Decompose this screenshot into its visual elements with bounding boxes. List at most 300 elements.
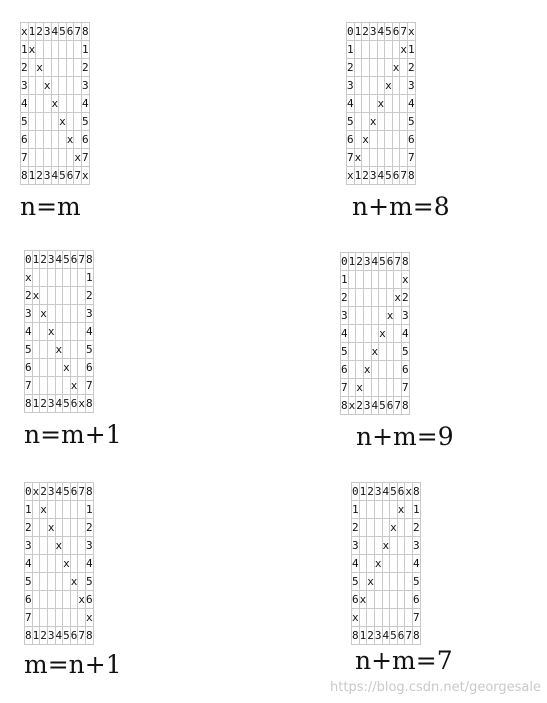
grid-cell: [40, 609, 48, 627]
panel-caption: m=n+1: [24, 650, 122, 679]
grid-cell: 2: [356, 397, 364, 415]
grid-cell: [59, 59, 67, 77]
grid-cell: 0: [352, 483, 360, 501]
grid-cell: [51, 113, 59, 131]
grid-cell: [78, 305, 86, 323]
grid-cell: [74, 113, 82, 131]
grid-cell: 3: [374, 627, 382, 645]
grid-cell: [363, 343, 371, 361]
grid-cell: [354, 41, 362, 59]
grid-cell: [78, 537, 86, 555]
grid-cell: 5: [63, 483, 71, 501]
grid-row: [347, 77, 416, 95]
grid-cell: 2: [341, 289, 349, 307]
grid-cell: [397, 555, 405, 573]
grid-cell: [36, 41, 44, 59]
grid-cell-marked: x: [385, 77, 393, 95]
grid-cell-marked: x: [390, 519, 398, 537]
grid-cell-marked: x: [21, 23, 29, 41]
grid-cell: 7: [74, 23, 82, 41]
grid-cell: [63, 269, 71, 287]
grid-cell: 2: [25, 519, 33, 537]
grid-cell: 7: [394, 253, 402, 271]
grid-cell: [32, 377, 40, 395]
grid-cell: 6: [397, 627, 405, 645]
grid-cell: 3: [352, 537, 360, 555]
grid-cell: 3: [363, 253, 371, 271]
grid-cell: 6: [402, 361, 410, 379]
grid-cell-marked: x: [352, 609, 360, 627]
grid-cell: [374, 519, 382, 537]
grid-cell: 6: [70, 483, 78, 501]
grid-cell: [348, 271, 356, 289]
grid-cell-marked: x: [40, 501, 48, 519]
grid-cell: [55, 609, 63, 627]
grid-cell-marked: x: [70, 573, 78, 591]
grid-cell: [348, 325, 356, 343]
grid-cell: 1: [413, 501, 421, 519]
grid-cell: [359, 501, 367, 519]
grid-cell-marked: x: [25, 269, 33, 287]
grid-cell: [70, 501, 78, 519]
grid-cell: 5: [408, 113, 416, 131]
grid-cell: [359, 537, 367, 555]
grid-row: [347, 131, 416, 149]
grid-cell: [32, 573, 40, 591]
grid-cell: [356, 343, 364, 361]
grid-cell: [377, 113, 385, 131]
grid-cell: [55, 305, 63, 323]
grid-cell: [405, 519, 413, 537]
grid-cell: 3: [43, 167, 51, 185]
grid-cell-marked: x: [78, 591, 86, 609]
grid-cell: [70, 591, 78, 609]
grid-cell: [400, 59, 408, 77]
grid-cell: [392, 113, 400, 131]
grid-cell: 3: [47, 251, 55, 269]
grid-cell: 4: [371, 253, 379, 271]
grid-cell: 2: [352, 519, 360, 537]
grid-row: [21, 77, 90, 95]
grid-cell: 7: [82, 149, 90, 167]
grid-cell: [367, 537, 375, 555]
grid-cell: 4: [377, 23, 385, 41]
grid-cell: [405, 537, 413, 555]
grid-row: [25, 555, 94, 573]
grid-row: [341, 325, 410, 343]
grid-cell: 7: [86, 377, 94, 395]
grid-cell: 2: [413, 519, 421, 537]
grid-cell: [63, 305, 71, 323]
grid-cell: [32, 341, 40, 359]
grid-cell: [390, 537, 398, 555]
grid-cell: [377, 149, 385, 167]
grid-row: [25, 573, 94, 591]
grid-row: [347, 149, 416, 167]
grid-cell: 6: [70, 627, 78, 645]
grid-cell: [356, 289, 364, 307]
grid-row: [341, 379, 410, 397]
grid-cell: [363, 271, 371, 289]
grid-cell: [363, 289, 371, 307]
grid-cell: [382, 573, 390, 591]
grid-cell: 6: [386, 253, 394, 271]
grid-cell: 4: [55, 251, 63, 269]
grid-row: [21, 113, 90, 131]
grid-cell: [374, 609, 382, 627]
grid-cell: 3: [341, 307, 349, 325]
grid-cell: 1: [32, 395, 40, 413]
grid-cell: 2: [402, 289, 410, 307]
grid-cell: [36, 77, 44, 95]
grid-row: [25, 251, 94, 269]
grid-cell: [74, 59, 82, 77]
grid-row: [352, 591, 421, 609]
grid-cell: 5: [413, 573, 421, 591]
grid-row: [25, 305, 94, 323]
grid-cell-marked: x: [394, 289, 402, 307]
grid-cell: 5: [390, 627, 398, 645]
grid-cell: [385, 95, 393, 113]
grid-cell: [70, 323, 78, 341]
grid-cell: 8: [86, 251, 94, 269]
grid-cell: [400, 131, 408, 149]
grid-row: [25, 591, 94, 609]
grid-cell: [386, 379, 394, 397]
grid-cell: [51, 41, 59, 59]
grid-cell: [78, 323, 86, 341]
grid-cell: [400, 113, 408, 131]
grid-cell: [70, 305, 78, 323]
grid-cell: [78, 377, 86, 395]
grid-cell: 5: [402, 343, 410, 361]
grid-cell-marked: x: [70, 377, 78, 395]
grid-cell: 1: [359, 627, 367, 645]
grid-cell: [356, 271, 364, 289]
grid-cell: [397, 573, 405, 591]
grid-cell: 4: [51, 23, 59, 41]
grid-cell: [28, 131, 36, 149]
grid-row: [25, 359, 94, 377]
grid-cell-marked: x: [347, 167, 355, 185]
grid-cell: [392, 95, 400, 113]
grid-table: [20, 22, 90, 185]
grid-cell: [392, 77, 400, 95]
grid-cell: 3: [413, 537, 421, 555]
grid-cell: 6: [70, 251, 78, 269]
grid-cell: [63, 537, 71, 555]
grid-cell: [78, 573, 86, 591]
grid-cell: [354, 131, 362, 149]
grid-cell: [28, 95, 36, 113]
grid-cell: [40, 537, 48, 555]
grid-row: [25, 627, 94, 645]
grid-cell: [392, 149, 400, 167]
grid-cell: 8: [413, 483, 421, 501]
grid-cell-marked: x: [359, 591, 367, 609]
grid-cell: [385, 131, 393, 149]
grid-cell: [59, 41, 67, 59]
grid-cell: 6: [86, 359, 94, 377]
grid-cell: [385, 41, 393, 59]
grid-cell: 5: [63, 627, 71, 645]
grid-cell: [369, 59, 377, 77]
grid-cell: [36, 131, 44, 149]
grid-cell: [40, 323, 48, 341]
grid-row: [25, 341, 94, 359]
grid-cell: 5: [59, 23, 67, 41]
grid-cell: [379, 379, 387, 397]
grid-cell: [70, 537, 78, 555]
grid-cell-marked: x: [363, 361, 371, 379]
grid-cell: [397, 519, 405, 537]
grid-cell: [55, 323, 63, 341]
grid-cell-marked: x: [86, 609, 94, 627]
grid-cell: 5: [63, 395, 71, 413]
grid-cell: [70, 359, 78, 377]
grid-row: [25, 269, 94, 287]
grid-cell: [363, 325, 371, 343]
grid-row: [347, 95, 416, 113]
grid-cell: 3: [82, 77, 90, 95]
grid-cell: [382, 591, 390, 609]
grid-cell: [369, 95, 377, 113]
grid-cell: 4: [413, 555, 421, 573]
grid-cell-marked: x: [36, 59, 44, 77]
grid-cell: [386, 361, 394, 379]
grid-cell: 6: [413, 591, 421, 609]
grid-cell: [374, 537, 382, 555]
grid-cell: [28, 59, 36, 77]
grid-cell: [397, 591, 405, 609]
grid-cell: [362, 149, 370, 167]
grid-cell: 3: [25, 537, 33, 555]
grid-cell: [63, 341, 71, 359]
grid-cell-marked: x: [386, 307, 394, 325]
grid-cell: [348, 379, 356, 397]
grid-cell: [362, 59, 370, 77]
grid-cell: 1: [28, 167, 36, 185]
grid-cell: [32, 359, 40, 377]
grid-cell: [394, 325, 402, 343]
grid-cell: [405, 591, 413, 609]
grid-cell: [377, 41, 385, 59]
grid-cell: [51, 59, 59, 77]
grid-cell: [400, 95, 408, 113]
grid-row: [341, 289, 410, 307]
grid-cell: [55, 287, 63, 305]
grid-cell: [32, 501, 40, 519]
grid-cell: 3: [43, 23, 51, 41]
grid-cell: 0: [341, 253, 349, 271]
grid-cell: [390, 555, 398, 573]
grid-row: [21, 149, 90, 167]
grid-cell: [55, 591, 63, 609]
grid-row: [25, 287, 94, 305]
grid-cell: [390, 591, 398, 609]
grid-table: [24, 482, 94, 645]
grid-cell: 4: [51, 167, 59, 185]
grid-cell: 2: [86, 519, 94, 537]
grid-cell: [400, 77, 408, 95]
grid-cell: 3: [374, 483, 382, 501]
grid-cell: 6: [386, 397, 394, 415]
grid-cell-marked: x: [371, 343, 379, 361]
grid-cell: 6: [86, 591, 94, 609]
grid-cell: [78, 359, 86, 377]
grid-cell: [369, 149, 377, 167]
grid-cell: 5: [82, 113, 90, 131]
grid-cell-marked: x: [397, 501, 405, 519]
grid-cell: [47, 305, 55, 323]
grid-cell: [66, 149, 74, 167]
panel-caption: n=m: [20, 192, 81, 221]
grid-cell: 4: [86, 323, 94, 341]
grid-cell: 3: [402, 307, 410, 325]
grid-cell: 7: [405, 627, 413, 645]
grid-cell: 5: [63, 251, 71, 269]
grid-cell: [78, 519, 86, 537]
grid-row: [25, 483, 94, 501]
grid-cell: 6: [70, 395, 78, 413]
grid-cell: [394, 271, 402, 289]
grid-cell: 3: [21, 77, 29, 95]
grid-cell: [74, 131, 82, 149]
grid-cell: 2: [367, 627, 375, 645]
grid-cell: [51, 149, 59, 167]
grid-cell: [63, 609, 71, 627]
grid-cell: [386, 271, 394, 289]
grid-cell: 4: [55, 483, 63, 501]
grid-cell: 2: [82, 59, 90, 77]
grid-cell: 7: [400, 23, 408, 41]
grid-row: [347, 167, 416, 185]
grid-cell: 5: [341, 343, 349, 361]
grid-cell: [43, 131, 51, 149]
grid-cell: 4: [21, 95, 29, 113]
grid-cell: 7: [25, 609, 33, 627]
grid-cell: [70, 341, 78, 359]
grid-cell: [40, 377, 48, 395]
grid-cell: 1: [354, 23, 362, 41]
grid-cell: 8: [21, 167, 29, 185]
grid-row: [25, 395, 94, 413]
grid-cell: 5: [379, 397, 387, 415]
grid-cell: [47, 341, 55, 359]
grid-cell: [354, 95, 362, 113]
grid-cell: [28, 77, 36, 95]
grid-cell: [405, 573, 413, 591]
grid-cell: [377, 77, 385, 95]
grid-cell: 8: [408, 167, 416, 185]
grid-cell: [385, 113, 393, 131]
grid-cell: [36, 113, 44, 131]
grid-cell: [59, 131, 67, 149]
grid-cell: 0: [25, 483, 33, 501]
grid-cell: [382, 519, 390, 537]
grid-cell: 3: [47, 627, 55, 645]
grid-cell: 2: [362, 167, 370, 185]
grid-cell: [40, 269, 48, 287]
grid-cell: 1: [82, 41, 90, 59]
grid-cell: [74, 77, 82, 95]
grid-cell: [362, 113, 370, 131]
grid-cell: [40, 359, 48, 377]
grid-cell: [379, 361, 387, 379]
grid-cell: [32, 591, 40, 609]
grid-cell: [385, 59, 393, 77]
grid-row: [341, 271, 410, 289]
grid-cell: [356, 361, 364, 379]
grid-cell: [66, 59, 74, 77]
grid-cell: 6: [82, 131, 90, 149]
grid-row: [352, 609, 421, 627]
grid-cell-marked: x: [405, 483, 413, 501]
grid-cell: [359, 555, 367, 573]
grid-row: [25, 323, 94, 341]
grid-cell-marked: x: [43, 77, 51, 95]
grid-cell: [51, 77, 59, 95]
grid-cell: 8: [402, 397, 410, 415]
grid-row: [21, 95, 90, 113]
grid-cell: [78, 287, 86, 305]
grid-cell: [47, 269, 55, 287]
grid-cell-marked: x: [63, 555, 71, 573]
grid-cell: [55, 377, 63, 395]
grid-cell: 5: [86, 573, 94, 591]
grid-row: [341, 307, 410, 325]
grid-cell: [390, 501, 398, 519]
grid-cell: [32, 519, 40, 537]
grid-cell: [32, 537, 40, 555]
grid-cell: [379, 289, 387, 307]
watermark-text: https://blog.csdn.net/georgesale: [330, 680, 541, 695]
grid-cell: [371, 361, 379, 379]
grid-cell: 7: [78, 483, 86, 501]
grid-cell: 6: [397, 483, 405, 501]
grid-cell: [55, 573, 63, 591]
grid-cell: [70, 269, 78, 287]
grid-cell: [377, 59, 385, 77]
grid-cell-marked: x: [356, 379, 364, 397]
grid-cell: [354, 77, 362, 95]
grid-cell: [40, 591, 48, 609]
grid-cell: [394, 343, 402, 361]
grid-cell: [36, 95, 44, 113]
grid-cell: [359, 609, 367, 627]
grid-cell: 6: [25, 359, 33, 377]
grid-row: [25, 519, 94, 537]
grid-cell: 7: [413, 609, 421, 627]
grid-cell: [371, 307, 379, 325]
grid-cell: [367, 519, 375, 537]
grid-cell-marked: x: [354, 149, 362, 167]
grid-row: [341, 397, 410, 415]
grid-row: [347, 41, 416, 59]
grid-cell: [74, 95, 82, 113]
grid-cell-marked: x: [374, 555, 382, 573]
grid-cell-marked: x: [78, 395, 86, 413]
grid-cell: 5: [352, 573, 360, 591]
grid-cell-marked: x: [377, 95, 385, 113]
grid-cell: [55, 269, 63, 287]
grid-cell: [386, 325, 394, 343]
grid-cell-marked: x: [40, 305, 48, 323]
grid-cell: [362, 41, 370, 59]
grid-cell: 7: [408, 149, 416, 167]
grid-cell: [354, 59, 362, 77]
grid-cell: [55, 359, 63, 377]
